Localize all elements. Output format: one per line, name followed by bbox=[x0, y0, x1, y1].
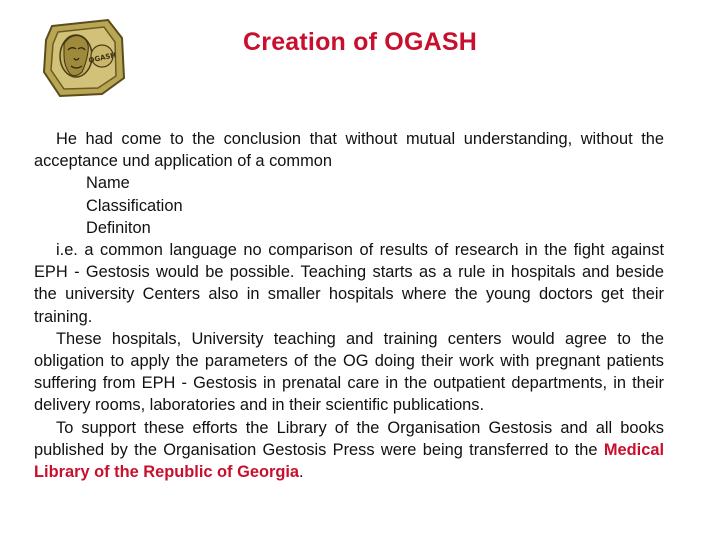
term-list bbox=[34, 172, 664, 239]
paragraph-4-text: To support these efforts the Library of the Organisation Gestosis and all books published by the Organisation Gestosis Press were being transferred to the bbox=[34, 418, 664, 459]
logo-caption: OGASH bbox=[87, 51, 117, 65]
page-title: Creation of OGASH bbox=[243, 28, 477, 56]
term-item: Classification bbox=[86, 196, 183, 215]
paragraph-2: i.e. a common language no comparison of results of research in the fight against EPH - Gestosis would be possible. Teaching starts as a rule in hospitals and beside the university Centers also in smaller hospitals where the young doctors get their training. bbox=[34, 241, 664, 326]
highlight-medical-library: Medical Library of the Republic of Georgia bbox=[34, 440, 664, 482]
term-item: Name bbox=[86, 174, 130, 193]
paragraph-3: These hospitals, University teaching and training centers would agree to the obligation to apply the parameters of the OG doing their work with pregnant patients suffering from EPH - Gestosis in prenatal care in the outpatient departments, in their delivery rooms, laboratories and in their scientific publications. bbox=[34, 329, 664, 415]
body-text bbox=[34, 128, 664, 483]
term-item: Definiton bbox=[86, 218, 151, 237]
paragraph-4 bbox=[34, 417, 664, 484]
paragraph-1: He had come to the conclusion that without mutual understanding, without the acceptance und application of a common bbox=[34, 130, 664, 171]
paragraph-4-end: . bbox=[299, 463, 304, 482]
